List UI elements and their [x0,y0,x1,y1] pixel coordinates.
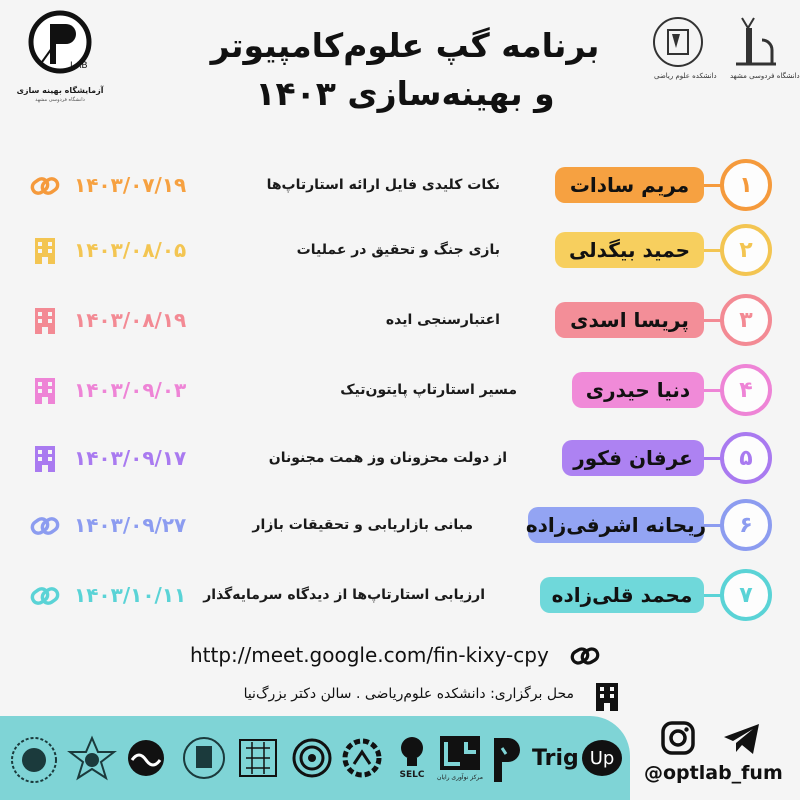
session-row [0,290,800,350]
session-topic: ارزیابی استارتاپ‌ها از دیدگاه سرمایه‌گذار [203,587,485,603]
partner-star-emblem-icon [66,734,118,786]
session-topic: مبانی بازاریابی و تحقیقات بازار [252,517,473,533]
link-icon [570,645,600,667]
university-emblems-icon [650,10,790,80]
meeting-link[interactable] [190,641,610,671]
session-number: ۶ [720,499,772,551]
partner-spiral-logo-icon [286,734,338,786]
university-logos [650,10,800,90]
speaker-name: دنیا حیدری [572,372,704,408]
partner-logos-bar [0,716,630,800]
session-topic: نکات کلیدی فایل ارائه استارتاپ‌ها [266,177,500,193]
trigup-label: Trig [532,746,579,771]
lab-logo-caption: آزمایشگاه بهینه سازی [16,86,104,95]
link-icon[interactable] [30,511,60,541]
session-row [0,155,800,215]
session-row [0,565,800,625]
session-topic: اعتبارسنجی ایده [385,312,500,328]
speaker-name: محمد قلی‌زاده [540,577,704,613]
speaker-name: ریحانه اشرفی‌زاده [528,507,704,543]
meeting-url[interactable]: http://meet.google.com/fin-kixy-cpy [190,643,549,667]
building-icon [30,306,60,336]
lab-logo-subcaption: دانشگاه فردوسی مشهد [35,97,85,103]
session-topic: مسیر استارتاپ پایتون‌تیک [340,382,517,398]
rayan-logo-icon [436,734,484,774]
bulb-icon [392,734,432,770]
page-title [190,22,620,118]
speaker-name: عرفان فکور [562,440,704,476]
session-number: ۲ [720,224,772,276]
partner-building-emblem-icon [178,734,230,786]
speaker-name: پریسا اسدی [555,302,704,338]
session-row [0,220,800,280]
speaker-name: حمید بیگدلی [555,232,704,268]
session-row [0,428,800,488]
session-topic: از دولت محزونان وز همت مجنونان [268,450,507,466]
session-date: ۱۴۰۳/۰۸/۰۵ [74,238,187,262]
partner-seal-icon [8,734,60,786]
header [0,0,800,140]
link-icon[interactable] [30,581,60,611]
optlab-logo [16,10,104,106]
partner-circuit-logo-icon [232,734,284,786]
link-icon[interactable] [30,171,60,201]
venue-text: محل برگزاری: دانشکده علوم‌ریاضی . سالن دکتر بزرگ‌نیا [243,686,574,702]
trigup-badge: Up [582,740,622,776]
session-topic: بازی جنگ و تحقیق در عملیات [296,242,500,258]
venue-info [240,680,620,710]
speaker-name: مریم سادات [555,167,704,203]
social-handle[interactable]: @optlab_fum [644,762,783,784]
session-date: ۱۴۰۳/۰۹/۱۷ [74,446,187,470]
title-line-1: برنامه گپ علوم‌کامپیوتر [210,26,600,65]
innovation-center-logo [436,734,484,786]
session-number: ۵ [720,432,772,484]
title-line-2: و بهینه‌سازی ۱۴۰۳ [255,74,555,113]
innovation-label: مرکز نوآوری رایان [437,774,483,781]
trigup-logo [532,734,626,786]
session-number: ۷ [720,569,772,621]
selc-label: SELC [399,770,425,780]
partner-p-logo-icon [490,734,524,786]
session-number: ۴ [720,364,772,416]
building-icon [30,444,60,474]
partner-gear-logo-icon [338,734,386,786]
session-date: ۱۴۰۳/۰۹/۲۷ [74,513,187,537]
instagram-icon[interactable] [660,720,696,756]
uni-caption-2: دانشگاه فردوسی مشهد [730,72,800,80]
building-icon [30,376,60,406]
telegram-icon[interactable] [722,722,762,756]
svg-text:LAB: LAB [70,61,88,71]
session-number: ۳ [720,294,772,346]
session-date: ۱۴۰۳/۰۹/۰۳ [74,378,187,402]
uni-caption-1: دانشکده علوم ریاضی [654,72,717,80]
session-date: ۱۴۰۳/۰۸/۱۹ [74,308,187,332]
session-number: ۱ [720,159,772,211]
partner-wave-logo-icon [120,734,172,786]
social-area [640,716,800,800]
session-row [0,360,800,420]
building-icon [30,236,60,266]
selc-logo [392,734,432,786]
building-icon [594,682,620,712]
session-row [0,495,800,555]
session-date: ۱۴۰۳/۰۷/۱۹ [74,173,187,197]
session-date: ۱۴۰۳/۱۰/۱۱ [74,583,187,607]
